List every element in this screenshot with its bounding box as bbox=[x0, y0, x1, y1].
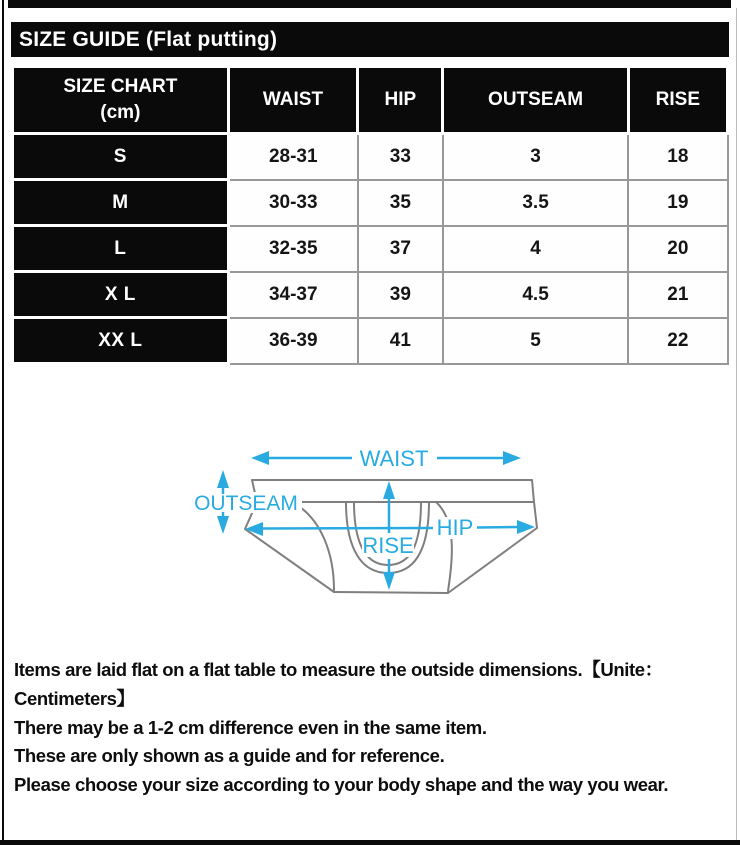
table-row bbox=[13, 226, 728, 272]
briefs-diagram-svg bbox=[0, 420, 740, 660]
header-waist: WAIST bbox=[228, 67, 358, 134]
note-line: These are only shown as a guide and for reference. bbox=[14, 745, 445, 767]
table-row bbox=[13, 318, 728, 364]
hip-cell: 33 bbox=[358, 134, 443, 180]
rise-arrow-down-icon bbox=[383, 572, 395, 590]
size-cell: S bbox=[13, 134, 229, 180]
size-cell: M bbox=[13, 180, 229, 226]
waist-cell: 30-33 bbox=[228, 180, 358, 226]
waist-cell: 28-31 bbox=[228, 134, 358, 180]
note-line: Centimeters】 bbox=[14, 687, 135, 709]
header-hip: HIP bbox=[358, 67, 443, 134]
measurement-diagram bbox=[0, 420, 740, 660]
diagram-label-outseam: OUTSEAM bbox=[194, 492, 298, 515]
outseam-cell: 5 bbox=[443, 318, 628, 364]
header-size-chart-line2: (cm) bbox=[100, 102, 141, 123]
size-cell: L bbox=[13, 226, 229, 272]
outseam-arrow-up-icon bbox=[217, 470, 229, 488]
waist-cell: 34-37 bbox=[228, 272, 358, 318]
hip-cell: 39 bbox=[358, 272, 443, 318]
note-line: Items are laid flat on a flat table to measure the outside dimensions.【Unite： bbox=[14, 659, 663, 680]
header-rise: RISE bbox=[628, 67, 727, 134]
waist-cell: 36-39 bbox=[228, 318, 358, 364]
rise-cell: 21 bbox=[628, 272, 727, 318]
rise-cell: 19 bbox=[628, 180, 727, 226]
diagram-label-hip: HIP bbox=[436, 515, 474, 540]
outseam-cell: 3 bbox=[443, 134, 628, 180]
note-line: Please choose your size according to your body shape and the way you wear. bbox=[14, 774, 669, 796]
rise-cell: 18 bbox=[628, 134, 727, 180]
hip-cell: 37 bbox=[358, 226, 443, 272]
header-size-chart bbox=[13, 67, 229, 134]
header-outseam: OUTSEAM bbox=[443, 67, 628, 134]
waist-cell: 32-35 bbox=[228, 226, 358, 272]
title-bar bbox=[11, 22, 729, 57]
outseam-cell: 4 bbox=[443, 226, 628, 272]
waist-arrow-right-icon bbox=[503, 451, 521, 465]
header-size-chart-line1: SIZE CHART bbox=[63, 76, 178, 98]
arrowheads bbox=[217, 451, 535, 590]
diagram-label-rise: RISE bbox=[362, 533, 414, 558]
frame-bottom-strip bbox=[0, 840, 740, 845]
table-row bbox=[13, 134, 728, 180]
hip-cell: 41 bbox=[358, 318, 443, 364]
table-header-row bbox=[13, 67, 728, 134]
page-title: SIZE GUIDE (Flat putting) bbox=[19, 27, 278, 51]
frame-top-strip bbox=[8, 0, 731, 8]
size-chart-table bbox=[11, 65, 729, 365]
measurement-notes bbox=[14, 656, 726, 800]
outseam-cell: 3.5 bbox=[443, 180, 628, 226]
table-row bbox=[13, 180, 728, 226]
rise-cell: 22 bbox=[628, 318, 727, 364]
rise-cell: 20 bbox=[628, 226, 727, 272]
outseam-cell: 4.5 bbox=[443, 272, 628, 318]
table-row bbox=[13, 272, 728, 318]
size-cell: X L bbox=[13, 272, 229, 318]
waist-arrow-left-icon bbox=[251, 451, 269, 465]
hip-cell: 35 bbox=[358, 180, 443, 226]
size-cell: XX L bbox=[13, 318, 229, 364]
rise-arrow-up-icon bbox=[383, 481, 395, 499]
diagram-label-waist: WAIST bbox=[359, 446, 429, 471]
outseam-arrow-down-icon bbox=[217, 516, 229, 534]
note-line: There may be a 1-2 cm difference even in the same item. bbox=[14, 716, 487, 738]
